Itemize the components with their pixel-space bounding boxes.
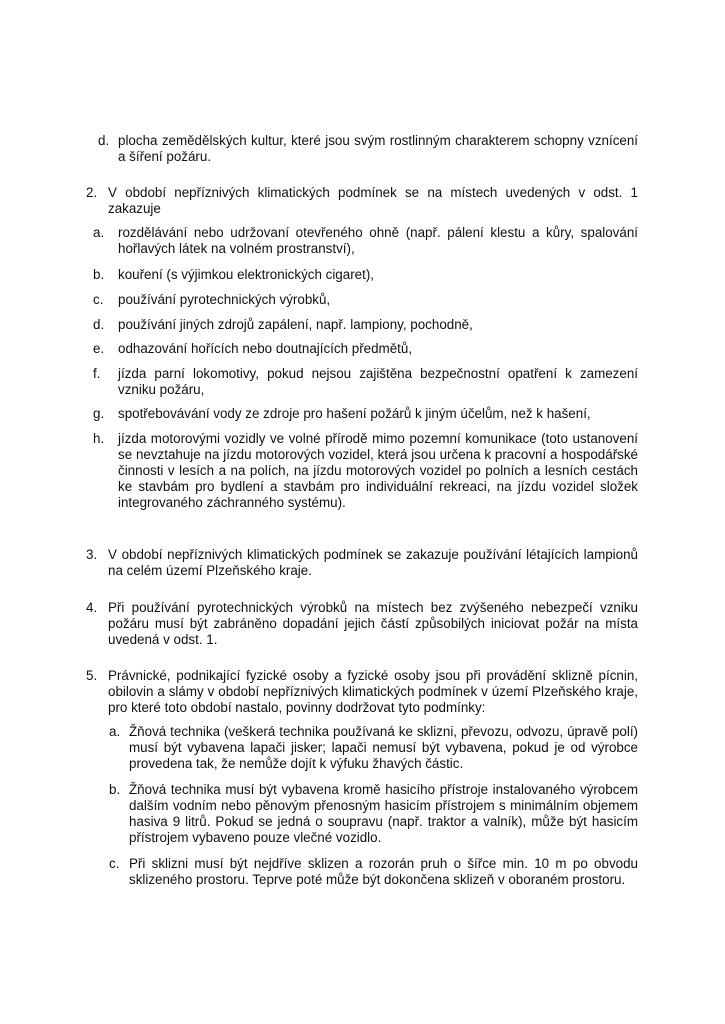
section-2-intro [86,185,638,219]
list-item-text: kouření (s výjimkou elektronických cigaret), [118,267,374,282]
list-item-text: Žňová technika musí být vybavena kromě hasicího přístroje instalovaného výrobcem dalším vodním nebo pěnovým přenosným hasicím přístrojem s minimálním objemem hasiva 9 litrů. Pokud se jedná o soupravu (např. traktor a valník), může být hasicím přístrojem vybaveno pouze vlečné vozidlo. [129,782,638,845]
section-intro-text: V období nepříznivých klimatických podmínek se na místech uvedených v odst. 1 zakazuje [108,185,638,216]
list-item-2f [93,366,638,400]
list-marker: b. [93,267,105,282]
section-number: 2. [86,185,98,200]
list-marker: c. [93,292,104,307]
list-item-5a [109,724,638,774]
list-item-2b [93,267,638,285]
list-marker: a. [93,225,105,240]
section-text: V období nepříznivých klimatických podmínek se zakazuje používání létajících lampionů na celém území Plzeňského kraje. [108,547,638,578]
list-marker: a. [109,724,121,739]
list-item-2g [93,406,638,424]
list-item-text: používání jiných zdrojů zapálení, např. lampiony, pochodně, [118,317,473,332]
list-marker: g. [93,406,105,421]
list-marker: b. [109,782,121,797]
section-intro-text: Právnické, podnikající fyzické osoby a fyzické osoby jsou při provádění sklizně pícnin, obilovin a slámy v období nepříznivých klimatických podmínek v území Plzeňského kraje, pro které toto období nastalo, povinny dodržovat tyto podmínky: [108,668,638,715]
list-item-2e [93,341,638,359]
list-item-text: jízda motorovými vozidly ve volné přírodě mimo pozemní komunikace (toto ustanovení se nevztahuje na jízdu motorových vozidel, která jsou určena k pracovní a hospodářské činnosti v lesích a na polích, na jízdu motorových vozidel po polních a lesních cestách ke stavbám pro bydlení a stavbám pro individuální rekreaci, na jízdu vozidel složek integrovaného záchranného systému). [118,431,638,510]
list-item-text: spotřebovávání vody ze zdroje pro hašení požárů k jiným účelům, než k hašení, [118,406,591,421]
list-item-text: Při sklizni musí být nejdříve sklizen a rozorán pruh o šířce min. 10 m po obvodu sklizeného prostoru. Teprve poté může být dokončena sklizeň v oboraném prostoru. [129,856,638,887]
section-5-intro [86,668,638,718]
list-item-5c [109,856,638,906]
list-item-d-top [98,133,638,167]
section-number: 3. [86,547,98,562]
list-marker: e. [93,341,105,356]
list-item-2h [93,431,638,531]
list-item-text: odhazování hořících nebo doutnajících předmětů, [118,341,413,356]
list-item-2d [93,317,638,335]
list-marker: d. [93,317,105,332]
section-3 [86,547,638,581]
list-item-text: používání pyrotechnických výrobků, [118,292,331,307]
section-number: 5. [86,668,98,683]
section-4 [86,600,638,650]
list-item-2a [93,225,638,259]
list-item-text: jízda parní lokomotivy, pokud nejsou zajištěna bezpečnostní opatření k zamezení vzniku požáru, [118,366,638,397]
list-marker: h. [93,431,105,446]
list-marker: c. [109,856,120,871]
list-item-5b [109,782,638,848]
list-marker: d. [98,133,110,148]
section-text: Při používání pyrotechnických výrobků na místech bez zvýšeného nebezpečí vzniku požáru musí být zabráněno dopadání jejich částí způsobilých iniciovat požár na místa uvedená v odst. 1. [108,600,638,647]
list-item-2c [93,292,638,310]
list-item-text: Žňová technika (veškerá technika používaná ke sklizni, převozu, odvozu, úpravě polí) musí být vybavena lapači jisker; lapači nemusí být vybavena, pokud je od výrobce provedena tak, že nemůže dojít k výfuku žhavých částic. [129,724,638,771]
list-item-text: plocha zemědělských kultur, které jsou svým rostlinným charakterem schopny vznícení a šíření požáru. [118,133,638,164]
list-item-text: rozdělávání nebo udržovaní otevřeného ohně (např. pálení klestu a kůry, spalování hořlavých látek na volném prostranství), [118,225,638,256]
list-marker: f. [93,366,101,381]
section-number: 4. [86,600,98,615]
